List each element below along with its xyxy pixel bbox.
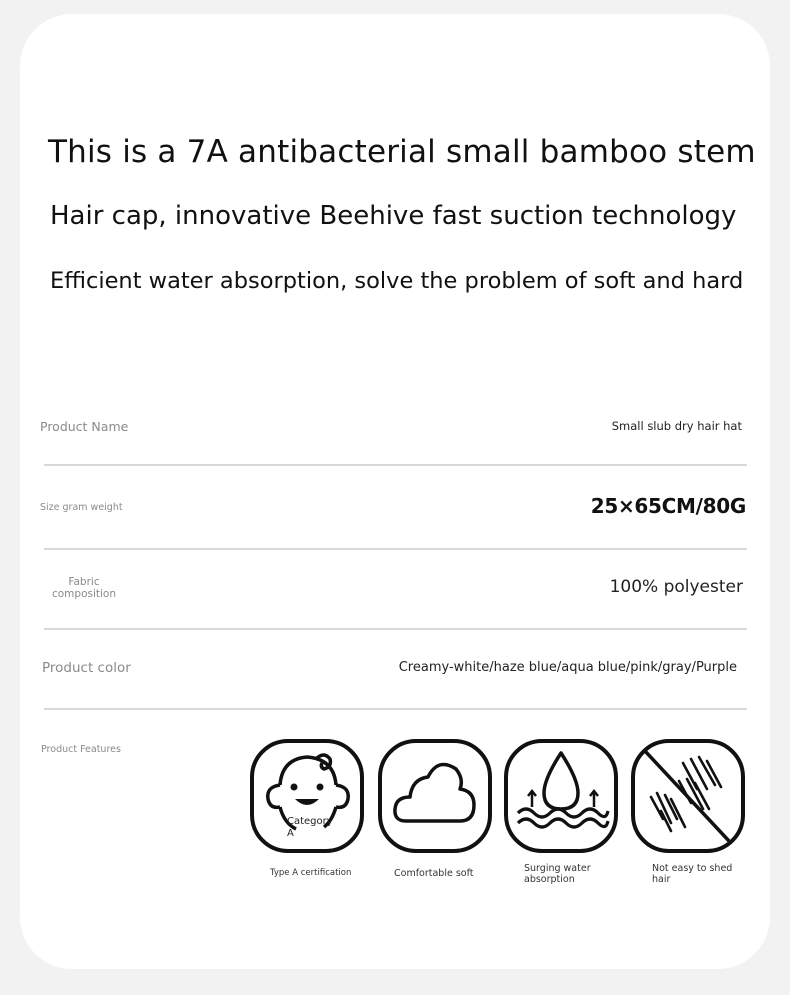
- category-a-badge: Category A: [287, 816, 333, 839]
- feature-caption: Type A certification: [270, 868, 352, 878]
- headline-line-2: Hair cap, innovative Beehive fast suction technology: [50, 201, 737, 231]
- feature-soft: [378, 739, 492, 879]
- product-name-value: Small slub dry hair hat: [611, 419, 742, 433]
- feature-absorption: [504, 739, 618, 885]
- divider: [44, 548, 747, 550]
- water-drop-icon: [504, 739, 618, 853]
- product-name-label: Product Name: [40, 419, 129, 434]
- feature-caption: Comfortable soft: [394, 868, 474, 879]
- divider: [44, 628, 747, 630]
- size-weight-value: 25×65CM/80G: [590, 494, 746, 518]
- fabric-value: 100% polyester: [609, 577, 743, 597]
- headline-line-1: This is a 7A antibacterial small bamboo stem: [48, 134, 756, 170]
- headline-line-3: Efficient water absorption, solve the problem of soft and hard: [50, 268, 744, 294]
- divider: [44, 464, 747, 466]
- cloud-icon: [378, 739, 492, 853]
- feature-no-shedding: [631, 739, 745, 885]
- feature-caption: Surging water absorption: [524, 863, 591, 885]
- divider: [44, 708, 747, 710]
- no-shedding-icon: [631, 739, 745, 853]
- product-features-label: Product Features: [41, 744, 121, 755]
- product-color-value: Creamy-white/haze blue/aqua blue/pink/gray/Purple: [398, 660, 737, 675]
- fabric-label: Fabric composition: [51, 576, 116, 600]
- product-color-label: Product color: [42, 660, 131, 676]
- feature-caption: Not easy to shed hair: [652, 863, 733, 885]
- size-weight-label: Size gram weight: [40, 502, 123, 513]
- feature-type-a: [250, 739, 364, 878]
